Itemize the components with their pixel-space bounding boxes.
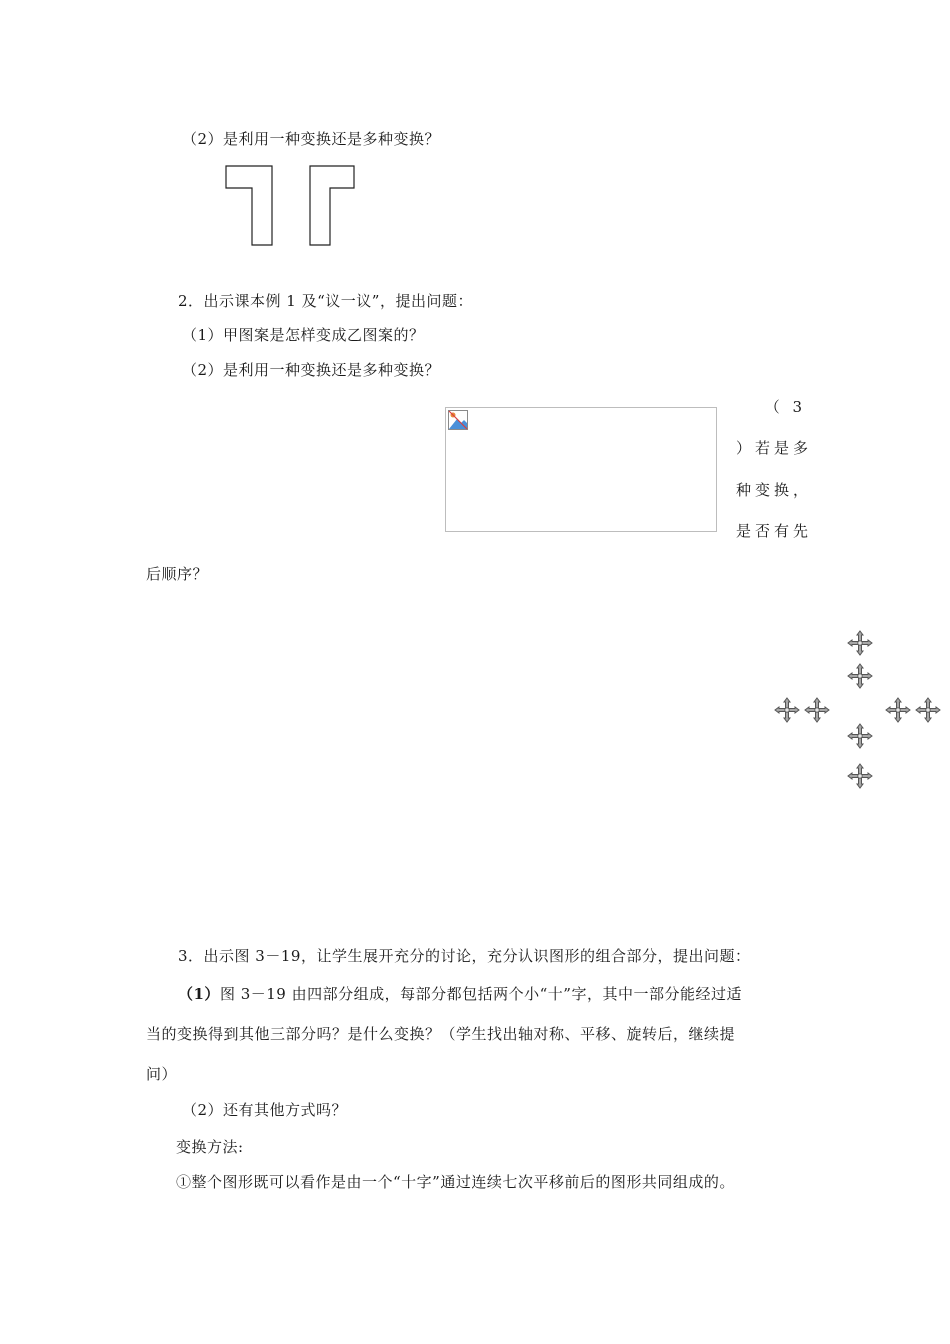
question-2b-text: （2）是利用一种变换还是多种变换？ (182, 361, 441, 379)
broken-image-icon (448, 410, 468, 430)
question-3-1-end: 问） (146, 1065, 178, 1083)
cross-ornament-icon (847, 630, 873, 656)
side-text-2: ）若是多 (736, 439, 813, 457)
cross-ornament-icon (885, 697, 911, 723)
shape-left (226, 166, 272, 245)
side-text-3: 种变换， (736, 481, 813, 499)
methods-heading: 变换方法: (176, 1138, 244, 1156)
l-shapes-figure (222, 163, 362, 249)
question-3-2-text: （2）还有其他方式吗？ (182, 1101, 348, 1119)
question-3-1-continuation: 当的变换得到其他三部分吗？是什么变换？（学生找出轴对称、平移、旋转后，继续提 (146, 1025, 736, 1043)
side-text-1: （ 3 (764, 398, 806, 416)
cross-ornament-icon (847, 763, 873, 789)
cross-ornament-icon (804, 697, 830, 723)
method-1-text: ①整个图形既可以看作是由一个“十字”通过连续七次平移前后的图形共同组成的。 (176, 1173, 735, 1191)
order-question-text: 后顺序？ (146, 565, 209, 583)
cross-ornament-icon (774, 697, 800, 723)
section-2-heading: 2．出示课本例 1 及“议一议”，提出问题： (178, 292, 473, 310)
cross-ornament-icon (847, 663, 873, 689)
question-2-text: （2）是利用一种变换还是多种变换？ (182, 130, 441, 148)
question-3-1-text (178, 983, 742, 1004)
side-text-4: 是否有先 (736, 522, 813, 540)
cross-ornament-icon (847, 723, 873, 749)
question-1-text: （1）甲图案是怎样变成乙图案的？ (182, 326, 425, 344)
question-3-1-body: 图 3－19 由四部分组成，每部分都包括两个小“十”字，其中一部分能经过适 (219, 985, 742, 1003)
cross-ornament-icon (915, 697, 941, 723)
section-3-heading: 3．出示图 3－19，让学生展开充分的讨论，充分认识图形的组合部分，提出问题： (178, 947, 751, 965)
image-placeholder (445, 407, 717, 532)
question-3-1-number: （1） (178, 985, 220, 1003)
shape-right (310, 166, 354, 245)
